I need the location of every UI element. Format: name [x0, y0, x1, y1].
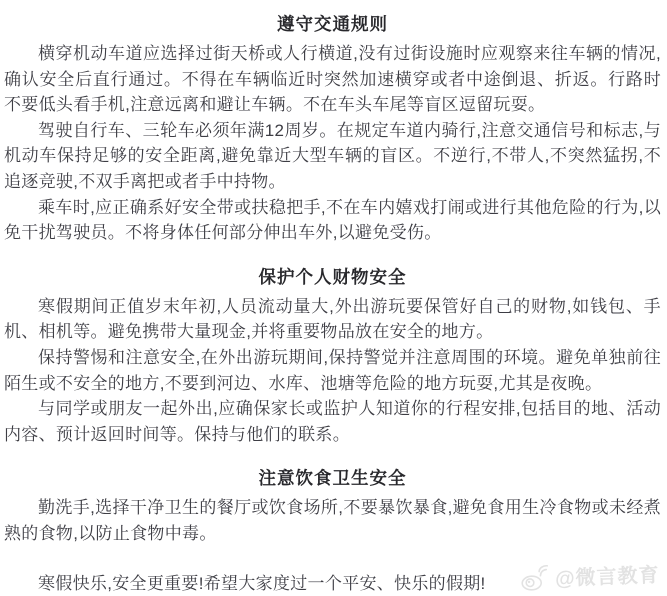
paragraph-riding-in-vehicle: 乘车时,应正确系好安全带或扶稳把手,不在车内嬉戏打闹或进行其他危险的行为,以免干扰驾驶员。不将身体任何部分伸出车外,以避免受伤。	[4, 195, 661, 246]
section-title-food-safety: 注意饮食卫生安全	[4, 467, 661, 489]
section-title-traffic-rules: 遵守交通规则	[4, 13, 661, 35]
section-title-property-safety: 保护个人财物安全	[4, 266, 661, 288]
weibo-icon	[520, 564, 551, 591]
paragraph-guard-belongings: 寒假期间正值岁末年初,人员流动量大,外出游玩要保管好自己的财物,如钱包、手机、相机等。避免携带大量现金,并将重要物品放在安全的地方。	[4, 294, 661, 345]
closing-line: 寒假快乐,安全更重要!希望大家度过一个平安、快乐的假期!	[4, 571, 661, 596]
paragraph-inform-guardians: 与同学或朋友一起外出,应确保家长或监护人知道你的行程安排,包括目的地、活动内容、预计返回时间等。保持与他们的联系。	[4, 396, 661, 447]
watermark-handle: @微言教育	[555, 559, 660, 592]
watermark	[520, 559, 660, 593]
paragraph-stay-alert: 保持警惕和注意安全,在外出游玩期间,保持警觉并注意周围的环境。避免单独前往陌生或不安全的地方,不要到河边、水库、池塘等危险的地方玩耍,尤其是夜晚。	[4, 345, 661, 396]
paragraph-riding-bicycle: 驾驶自行车、三轮车必须年满12周岁。在规定车道内骑行,注意交通信号和标志,与机动车保持足够的安全距离,避免靠近大型车辆的盲区。不逆行,不带人,不突然猛拐,不追逐竞驶,不双手离把或者手中持物。	[4, 118, 661, 195]
paragraph-food-hygiene: 勤洗手,选择干净卫生的餐厅或饮食场所,不要暴饮暴食,避免食用生冷食物或未经煮熟的食物,以防止食物中毒。	[4, 495, 661, 546]
paragraph-crossing-road: 横穿机动车道应选择过街天桥或人行横道,没有过街设施时应观察来往车辆的情况,确认安全后直行通过。不得在车辆临近时突然加速横穿或者中途倒退、折返。行路时不要低头看手机,注意远离和避让车辆。不在车头车尾等盲区逗留玩耍。	[4, 41, 661, 118]
